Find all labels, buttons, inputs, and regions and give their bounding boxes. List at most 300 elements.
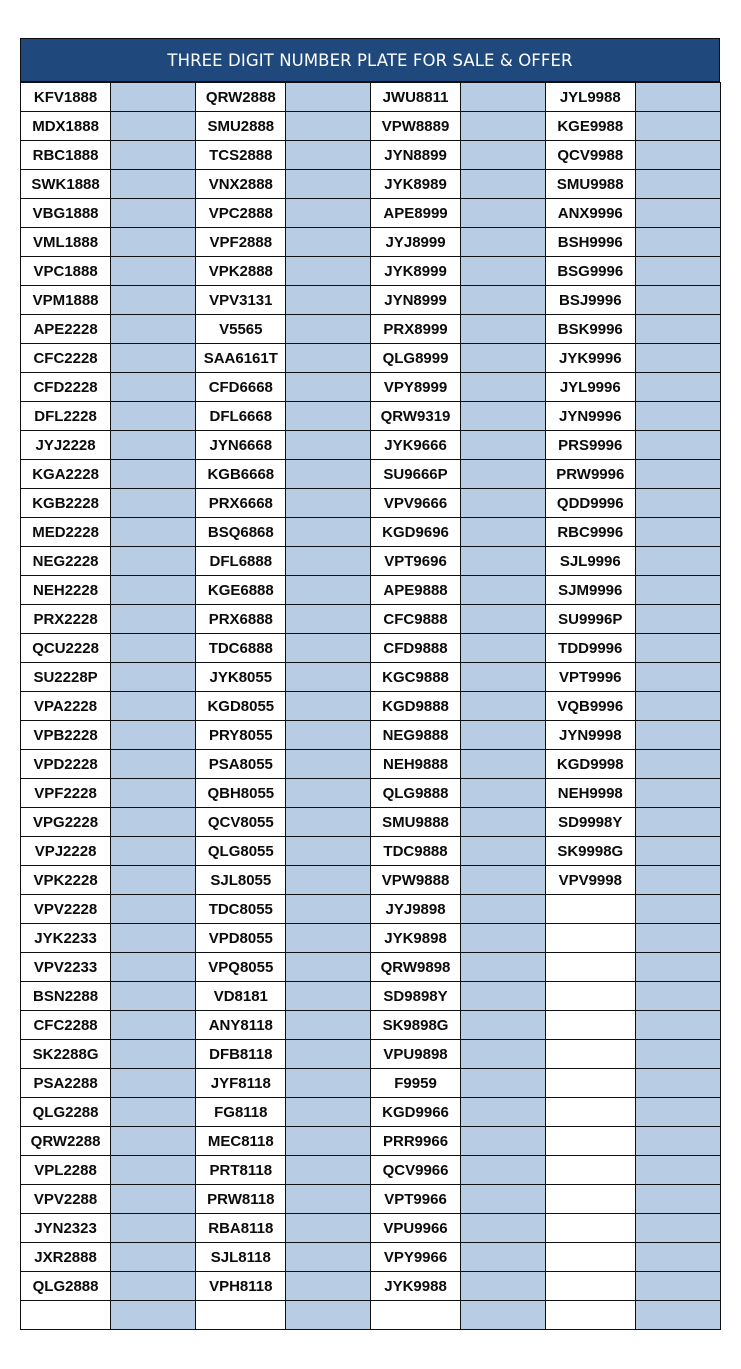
table-row bbox=[21, 605, 721, 634]
blank-price-cell bbox=[460, 924, 545, 953]
plate-number-cell: VPV9666 bbox=[371, 489, 460, 518]
blank-price-cell bbox=[286, 199, 371, 228]
plate-number-cell: VNX2888 bbox=[196, 170, 286, 199]
blank-price-cell bbox=[635, 431, 720, 460]
table-row bbox=[21, 663, 721, 692]
blank-price-cell bbox=[635, 895, 720, 924]
plate-number-cell: VPY9966 bbox=[371, 1243, 460, 1272]
blank-price-cell bbox=[460, 663, 545, 692]
plate-number-cell: VPH8118 bbox=[196, 1272, 286, 1301]
plate-number-cell: VPQ8055 bbox=[196, 953, 286, 982]
plate-number-cell: MED2228 bbox=[21, 518, 111, 547]
plate-number-cell: SJL8055 bbox=[196, 866, 286, 895]
plate-number-cell: QRW9319 bbox=[371, 402, 460, 431]
plate-number-cell: ANY8118 bbox=[196, 1011, 286, 1040]
blank-price-cell bbox=[286, 286, 371, 315]
table-row bbox=[21, 286, 721, 315]
plate-number-cell: SK2288G bbox=[21, 1040, 111, 1069]
blank-price-cell bbox=[286, 953, 371, 982]
blank-price-cell bbox=[111, 1011, 196, 1040]
blank-price-cell bbox=[460, 489, 545, 518]
plate-number-cell: SD9998Y bbox=[545, 808, 635, 837]
plate-number-cell: TDC6888 bbox=[196, 634, 286, 663]
plate-number-cell: TDC9888 bbox=[371, 837, 460, 866]
plate-number-cell: JYK9996 bbox=[545, 344, 635, 373]
blank-price-cell bbox=[460, 866, 545, 895]
blank-price-cell bbox=[460, 1214, 545, 1243]
plate-number-cell: SK9898G bbox=[371, 1011, 460, 1040]
table-row bbox=[21, 1272, 721, 1301]
plate-number-cell: PRT8118 bbox=[196, 1156, 286, 1185]
plate-number-cell: JYL9996 bbox=[545, 373, 635, 402]
blank-price-cell bbox=[286, 518, 371, 547]
blank-price-cell bbox=[635, 83, 720, 112]
table-row bbox=[21, 141, 721, 170]
plate-number-cell bbox=[545, 1098, 635, 1127]
plate-number-cell: PRX6888 bbox=[196, 605, 286, 634]
plate-number-cell: JYN9996 bbox=[545, 402, 635, 431]
blank-price-cell bbox=[286, 1185, 371, 1214]
plate-number-cell: DFL2228 bbox=[21, 402, 111, 431]
blank-price-cell bbox=[111, 286, 196, 315]
plate-number-cell: SU9996P bbox=[545, 605, 635, 634]
blank-price-cell bbox=[460, 1098, 545, 1127]
table-row bbox=[21, 547, 721, 576]
blank-price-cell bbox=[286, 170, 371, 199]
plate-number-cell: SK9998G bbox=[545, 837, 635, 866]
blank-price-cell bbox=[635, 953, 720, 982]
plate-number-cell: JYK9898 bbox=[371, 924, 460, 953]
table-row bbox=[21, 692, 721, 721]
table-row bbox=[21, 750, 721, 779]
plate-number-cell: RBC9996 bbox=[545, 518, 635, 547]
blank-price-cell bbox=[460, 199, 545, 228]
plate-number-cell: VPK2228 bbox=[21, 866, 111, 895]
blank-price-cell bbox=[111, 228, 196, 257]
blank-price-cell bbox=[111, 431, 196, 460]
blank-price-cell bbox=[286, 1301, 371, 1330]
blank-price-cell bbox=[111, 866, 196, 895]
plate-number-cell: VPW8889 bbox=[371, 112, 460, 141]
blank-price-cell bbox=[460, 721, 545, 750]
blank-price-cell bbox=[286, 402, 371, 431]
blank-price-cell bbox=[286, 1156, 371, 1185]
blank-price-cell bbox=[286, 663, 371, 692]
plate-number-cell: QCV9966 bbox=[371, 1156, 460, 1185]
blank-price-cell bbox=[111, 1272, 196, 1301]
blank-price-cell bbox=[460, 982, 545, 1011]
plate-number-cell bbox=[545, 1040, 635, 1069]
blank-price-cell bbox=[460, 286, 545, 315]
plate-number-cell: KGD9888 bbox=[371, 692, 460, 721]
plate-number-cell: QCV8055 bbox=[196, 808, 286, 837]
plate-number-cell: CFC9888 bbox=[371, 605, 460, 634]
blank-price-cell bbox=[286, 866, 371, 895]
plate-number-cell: DFB8118 bbox=[196, 1040, 286, 1069]
plate-number-cell: SD9898Y bbox=[371, 982, 460, 1011]
blank-price-cell bbox=[286, 982, 371, 1011]
table-row bbox=[21, 837, 721, 866]
plate-number-cell bbox=[545, 1127, 635, 1156]
blank-price-cell bbox=[286, 1011, 371, 1040]
blank-price-cell bbox=[286, 721, 371, 750]
plate-number-cell: PRW8118 bbox=[196, 1185, 286, 1214]
table-row bbox=[21, 895, 721, 924]
table-row bbox=[21, 808, 721, 837]
blank-price-cell bbox=[635, 344, 720, 373]
table-row bbox=[21, 112, 721, 141]
blank-price-cell bbox=[111, 895, 196, 924]
plate-number-cell: MDX1888 bbox=[21, 112, 111, 141]
plate-number-cell: JYN8999 bbox=[371, 286, 460, 315]
plate-number-cell: VPK2888 bbox=[196, 257, 286, 286]
plate-number-cell bbox=[371, 1301, 460, 1330]
plate-number-cell: QLG2888 bbox=[21, 1272, 111, 1301]
blank-price-cell bbox=[460, 228, 545, 257]
blank-price-cell bbox=[286, 1040, 371, 1069]
blank-price-cell bbox=[111, 576, 196, 605]
blank-price-cell bbox=[460, 170, 545, 199]
plate-number-cell bbox=[545, 924, 635, 953]
plate-number-cell: VPD2228 bbox=[21, 750, 111, 779]
blank-price-cell bbox=[635, 228, 720, 257]
blank-price-cell bbox=[635, 1127, 720, 1156]
blank-price-cell bbox=[635, 1011, 720, 1040]
blank-price-cell bbox=[635, 547, 720, 576]
plate-number-cell: PSA8055 bbox=[196, 750, 286, 779]
blank-price-cell bbox=[111, 982, 196, 1011]
blank-price-cell bbox=[635, 315, 720, 344]
blank-price-cell bbox=[460, 402, 545, 431]
blank-price-cell bbox=[111, 547, 196, 576]
blank-price-cell bbox=[635, 866, 720, 895]
blank-price-cell bbox=[111, 257, 196, 286]
blank-price-cell bbox=[286, 489, 371, 518]
blank-price-cell bbox=[111, 721, 196, 750]
plate-number-cell: APE9888 bbox=[371, 576, 460, 605]
plate-number-cell: QLG9888 bbox=[371, 779, 460, 808]
plate-number-cell: VPV2233 bbox=[21, 953, 111, 982]
blank-price-cell bbox=[286, 1098, 371, 1127]
blank-price-cell bbox=[286, 228, 371, 257]
blank-price-cell bbox=[111, 808, 196, 837]
plate-number-cell: QRW9898 bbox=[371, 953, 460, 982]
table-row bbox=[21, 1214, 721, 1243]
blank-price-cell bbox=[460, 750, 545, 779]
blank-price-cell bbox=[635, 1098, 720, 1127]
blank-price-cell bbox=[111, 315, 196, 344]
plate-number-cell: VPA2228 bbox=[21, 692, 111, 721]
plate-number-cell: VPB2228 bbox=[21, 721, 111, 750]
plate-number-cell: VD8181 bbox=[196, 982, 286, 1011]
blank-price-cell bbox=[635, 286, 720, 315]
plate-number-cell: SJL9996 bbox=[545, 547, 635, 576]
plate-number-cell bbox=[545, 1243, 635, 1272]
blank-price-cell bbox=[111, 1127, 196, 1156]
blank-price-cell bbox=[635, 576, 720, 605]
plate-number-cell: SJL8118 bbox=[196, 1243, 286, 1272]
plate-number-cell bbox=[545, 953, 635, 982]
blank-price-cell bbox=[286, 576, 371, 605]
table-row bbox=[21, 1243, 721, 1272]
plate-number-cell: NEG2228 bbox=[21, 547, 111, 576]
blank-price-cell bbox=[111, 1040, 196, 1069]
plate-number-cell: SMU9988 bbox=[545, 170, 635, 199]
blank-price-cell bbox=[460, 1127, 545, 1156]
plate-number-cell: JYN2323 bbox=[21, 1214, 111, 1243]
plate-number-cell: JXR2888 bbox=[21, 1243, 111, 1272]
plate-number-cell: QRW2288 bbox=[21, 1127, 111, 1156]
plate-number-cell: APE8999 bbox=[371, 199, 460, 228]
blank-price-cell bbox=[635, 1069, 720, 1098]
plate-number-cell: VPY8999 bbox=[371, 373, 460, 402]
plate-number-cell: CFD2228 bbox=[21, 373, 111, 402]
plate-number-cell: BSH9996 bbox=[545, 228, 635, 257]
table-row bbox=[21, 953, 721, 982]
table-row bbox=[21, 1185, 721, 1214]
blank-price-cell bbox=[460, 634, 545, 663]
blank-price-cell bbox=[286, 924, 371, 953]
table-row bbox=[21, 518, 721, 547]
plate-number-cell: JYK8989 bbox=[371, 170, 460, 199]
blank-price-cell bbox=[111, 518, 196, 547]
blank-price-cell bbox=[635, 779, 720, 808]
plate-number-cell: BSG9996 bbox=[545, 257, 635, 286]
plate-number-cell: KGA2228 bbox=[21, 460, 111, 489]
plate-table bbox=[20, 82, 721, 1330]
blank-price-cell bbox=[635, 808, 720, 837]
blank-price-cell bbox=[635, 518, 720, 547]
blank-price-cell bbox=[635, 460, 720, 489]
blank-price-cell bbox=[635, 1301, 720, 1330]
blank-price-cell bbox=[635, 199, 720, 228]
plate-sheet bbox=[20, 38, 720, 1330]
plate-number-cell: VPF2888 bbox=[196, 228, 286, 257]
blank-price-cell bbox=[460, 547, 545, 576]
plate-number-cell bbox=[196, 1301, 286, 1330]
table-row bbox=[21, 257, 721, 286]
table-row bbox=[21, 373, 721, 402]
plate-number-cell: JYJ8999 bbox=[371, 228, 460, 257]
blank-price-cell bbox=[460, 1011, 545, 1040]
plate-number-cell: TCS2888 bbox=[196, 141, 286, 170]
blank-price-cell bbox=[286, 808, 371, 837]
plate-number-cell: SAA6161T bbox=[196, 344, 286, 373]
blank-price-cell bbox=[111, 112, 196, 141]
blank-price-cell bbox=[111, 605, 196, 634]
table-row bbox=[21, 1127, 721, 1156]
plate-number-cell: QBH8055 bbox=[196, 779, 286, 808]
plate-number-cell: V5565 bbox=[196, 315, 286, 344]
plate-number-cell: QLG8999 bbox=[371, 344, 460, 373]
plate-number-cell: VPC2888 bbox=[196, 199, 286, 228]
plate-number-cell: PRX2228 bbox=[21, 605, 111, 634]
plate-number-cell bbox=[545, 1156, 635, 1185]
blank-price-cell bbox=[460, 1069, 545, 1098]
blank-price-cell bbox=[286, 634, 371, 663]
plate-number-cell: PRX8999 bbox=[371, 315, 460, 344]
blank-price-cell bbox=[286, 1214, 371, 1243]
plate-number-cell: CFC2228 bbox=[21, 344, 111, 373]
plate-number-cell: APE2228 bbox=[21, 315, 111, 344]
blank-price-cell bbox=[286, 1069, 371, 1098]
table-row bbox=[21, 721, 721, 750]
plate-number-cell: VML1888 bbox=[21, 228, 111, 257]
table-row bbox=[21, 866, 721, 895]
sheet-title: THREE DIGIT NUMBER PLATE FOR SALE & OFFER bbox=[20, 38, 720, 82]
plate-number-cell: JYF8118 bbox=[196, 1069, 286, 1098]
plate-number-cell: FG8118 bbox=[196, 1098, 286, 1127]
plate-number-cell: SU2228P bbox=[21, 663, 111, 692]
blank-price-cell bbox=[286, 605, 371, 634]
blank-price-cell bbox=[111, 779, 196, 808]
blank-price-cell bbox=[111, 373, 196, 402]
plate-number-cell: KGD9696 bbox=[371, 518, 460, 547]
plate-number-cell: VPU9898 bbox=[371, 1040, 460, 1069]
blank-price-cell bbox=[460, 895, 545, 924]
plate-number-cell: RBC1888 bbox=[21, 141, 111, 170]
blank-price-cell bbox=[111, 344, 196, 373]
blank-price-cell bbox=[460, 779, 545, 808]
blank-price-cell bbox=[460, 1243, 545, 1272]
plate-number-cell: DFL6668 bbox=[196, 402, 286, 431]
plate-number-cell: F9959 bbox=[371, 1069, 460, 1098]
plate-number-cell: JYK2233 bbox=[21, 924, 111, 953]
plate-number-cell: SMU2888 bbox=[196, 112, 286, 141]
blank-price-cell bbox=[111, 199, 196, 228]
table-row bbox=[21, 1301, 721, 1330]
blank-price-cell bbox=[460, 576, 545, 605]
blank-price-cell bbox=[111, 1069, 196, 1098]
table-row bbox=[21, 1098, 721, 1127]
plate-number-cell: VPW9888 bbox=[371, 866, 460, 895]
plate-number-cell: VPV3131 bbox=[196, 286, 286, 315]
plate-number-cell: JYN9998 bbox=[545, 721, 635, 750]
blank-price-cell bbox=[111, 663, 196, 692]
plate-number-cell: QCV9988 bbox=[545, 141, 635, 170]
plate-number-cell: JYN6668 bbox=[196, 431, 286, 460]
plate-number-cell: KGB6668 bbox=[196, 460, 286, 489]
blank-price-cell bbox=[635, 141, 720, 170]
plate-number-cell: KGE6888 bbox=[196, 576, 286, 605]
blank-price-cell bbox=[460, 808, 545, 837]
blank-price-cell bbox=[111, 1156, 196, 1185]
table-row bbox=[21, 982, 721, 1011]
blank-price-cell bbox=[286, 837, 371, 866]
plate-number-cell: VPM1888 bbox=[21, 286, 111, 315]
blank-price-cell bbox=[286, 1272, 371, 1301]
table-row bbox=[21, 1011, 721, 1040]
table-row bbox=[21, 1040, 721, 1069]
blank-price-cell bbox=[460, 1301, 545, 1330]
plate-number-cell: KGB2228 bbox=[21, 489, 111, 518]
plate-number-cell: QCU2228 bbox=[21, 634, 111, 663]
plate-number-cell: NEH2228 bbox=[21, 576, 111, 605]
plate-number-cell bbox=[545, 982, 635, 1011]
plate-number-cell: JYK8055 bbox=[196, 663, 286, 692]
table-row bbox=[21, 489, 721, 518]
table-row bbox=[21, 83, 721, 112]
plate-number-cell: JWU8811 bbox=[371, 83, 460, 112]
blank-price-cell bbox=[635, 1214, 720, 1243]
blank-price-cell bbox=[460, 1040, 545, 1069]
table-row bbox=[21, 315, 721, 344]
blank-price-cell bbox=[286, 373, 371, 402]
blank-price-cell bbox=[460, 605, 545, 634]
plate-number-cell: VPT9696 bbox=[371, 547, 460, 576]
plate-number-cell: JYK9988 bbox=[371, 1272, 460, 1301]
blank-price-cell bbox=[635, 112, 720, 141]
plate-number-cell bbox=[21, 1301, 111, 1330]
blank-price-cell bbox=[635, 1243, 720, 1272]
plate-number-cell bbox=[545, 1272, 635, 1301]
plate-number-cell: PRX6668 bbox=[196, 489, 286, 518]
blank-price-cell bbox=[635, 663, 720, 692]
blank-price-cell bbox=[286, 83, 371, 112]
plate-number-cell: QLG2288 bbox=[21, 1098, 111, 1127]
blank-price-cell bbox=[460, 1272, 545, 1301]
blank-price-cell bbox=[460, 141, 545, 170]
blank-price-cell bbox=[111, 83, 196, 112]
plate-number-cell: VPD8055 bbox=[196, 924, 286, 953]
blank-price-cell bbox=[635, 373, 720, 402]
plate-number-cell: VQB9996 bbox=[545, 692, 635, 721]
plate-number-cell: NEH9998 bbox=[545, 779, 635, 808]
plate-number-cell: SU9666P bbox=[371, 460, 460, 489]
blank-price-cell bbox=[635, 489, 720, 518]
blank-price-cell bbox=[635, 982, 720, 1011]
plate-number-cell: PRS9996 bbox=[545, 431, 635, 460]
blank-price-cell bbox=[286, 750, 371, 779]
blank-price-cell bbox=[460, 692, 545, 721]
blank-price-cell bbox=[111, 460, 196, 489]
plate-number-cell: NEG9888 bbox=[371, 721, 460, 750]
plate-number-cell: TDD9996 bbox=[545, 634, 635, 663]
table-row bbox=[21, 1156, 721, 1185]
plate-number-cell: PRY8055 bbox=[196, 721, 286, 750]
blank-price-cell bbox=[635, 257, 720, 286]
blank-price-cell bbox=[635, 721, 720, 750]
plate-number-cell: JYN8899 bbox=[371, 141, 460, 170]
blank-price-cell bbox=[111, 1098, 196, 1127]
plate-number-cell: BSN2288 bbox=[21, 982, 111, 1011]
blank-price-cell bbox=[460, 315, 545, 344]
blank-price-cell bbox=[111, 750, 196, 779]
plate-number-cell: RBA8118 bbox=[196, 1214, 286, 1243]
plate-number-cell bbox=[545, 1185, 635, 1214]
blank-price-cell bbox=[635, 1156, 720, 1185]
blank-price-cell bbox=[635, 1040, 720, 1069]
table-row bbox=[21, 402, 721, 431]
plate-number-cell: KGD9998 bbox=[545, 750, 635, 779]
plate-number-cell: QRW2888 bbox=[196, 83, 286, 112]
blank-price-cell bbox=[111, 634, 196, 663]
blank-price-cell bbox=[111, 1243, 196, 1272]
plate-number-cell: VPV2288 bbox=[21, 1185, 111, 1214]
plate-number-cell: TDC8055 bbox=[196, 895, 286, 924]
plate-number-cell: BSQ6868 bbox=[196, 518, 286, 547]
plate-number-cell: VPL2288 bbox=[21, 1156, 111, 1185]
table-row bbox=[21, 344, 721, 373]
plate-number-cell: JYJ9898 bbox=[371, 895, 460, 924]
blank-price-cell bbox=[460, 953, 545, 982]
blank-price-cell bbox=[111, 692, 196, 721]
blank-price-cell bbox=[111, 170, 196, 199]
blank-price-cell bbox=[286, 257, 371, 286]
blank-price-cell bbox=[111, 1301, 196, 1330]
blank-price-cell bbox=[286, 431, 371, 460]
plate-number-cell: PRR9966 bbox=[371, 1127, 460, 1156]
